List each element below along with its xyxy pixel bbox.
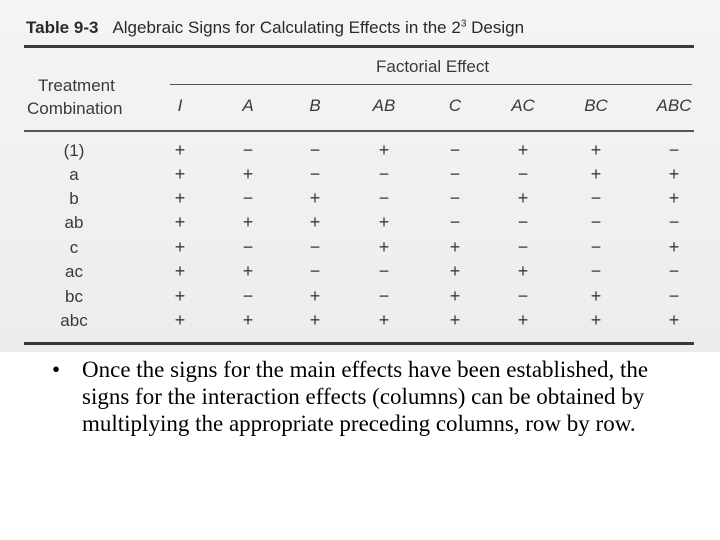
bottom-rule <box>24 342 694 345</box>
sign-cell: − <box>242 286 254 306</box>
sign-cell: − <box>668 286 680 306</box>
sign-cell: + <box>378 140 390 160</box>
column-header: A <box>242 96 254 115</box>
sign-cell: + <box>378 310 390 330</box>
sign-cell: + <box>590 140 602 160</box>
column-header: I <box>177 96 183 115</box>
sign-cell: + <box>378 212 390 232</box>
bullet-text: Once the signs for the main effects have been established, the signs for the interaction effects (columns) can be obtained by multiplying the appropriate preceding columns, row by row. <box>82 357 649 436</box>
sign-cell: + <box>517 261 529 281</box>
row-label: bc <box>65 287 83 306</box>
sign-cell: + <box>517 140 529 160</box>
sign-cell: − <box>378 286 390 306</box>
row-label: b <box>69 189 79 208</box>
sign-cell: − <box>590 212 602 232</box>
sign-cell: + <box>378 237 390 257</box>
sign-cell: + <box>309 286 321 306</box>
sign-cell: + <box>668 164 680 184</box>
sign-cell: + <box>174 140 186 160</box>
sign-cell: + <box>590 286 602 306</box>
sign-cell: + <box>242 212 254 232</box>
treatment-header-line2: Combination <box>27 99 123 118</box>
sign-cell: − <box>517 286 529 306</box>
sign-cell: − <box>668 212 680 232</box>
sign-cell: + <box>309 188 321 208</box>
column-header: C <box>448 96 462 115</box>
table-title <box>26 18 696 46</box>
column-header: AC <box>511 96 535 115</box>
bullet-marker: • <box>52 357 61 382</box>
sign-cell: + <box>590 310 602 330</box>
row-label: abc <box>60 311 88 330</box>
sign-cell: + <box>174 237 186 257</box>
sign-cell: − <box>378 261 390 281</box>
table-title-text: Algebraic Signs for Calculating Effects in the 2 <box>112 18 461 37</box>
sign-cell: + <box>174 310 186 330</box>
row-label: c <box>69 238 79 257</box>
sign-cell: − <box>590 261 602 281</box>
sign-cell: + <box>309 310 321 330</box>
sign-cell: + <box>449 237 461 257</box>
sign-cell: − <box>309 261 321 281</box>
column-header: B <box>309 96 321 115</box>
sign-cell: + <box>174 261 186 281</box>
sign-cell: − <box>242 237 254 257</box>
table-title-end: Design <box>466 18 525 37</box>
factorial-effect-header: Factorial Effect <box>376 57 490 76</box>
table-title-exponent: 3 <box>460 18 467 30</box>
sign-cell: + <box>449 286 461 306</box>
column-header: BC <box>584 96 608 115</box>
sign-cell: − <box>309 164 321 184</box>
sign-cell: + <box>449 310 461 330</box>
sign-cell: − <box>668 261 680 281</box>
sign-cell: − <box>517 237 529 257</box>
sign-cell: + <box>242 261 254 281</box>
sign-cell: − <box>449 188 461 208</box>
sign-cell: − <box>378 164 390 184</box>
sign-cell: + <box>590 164 602 184</box>
sign-cell: − <box>242 140 254 160</box>
sign-cell: + <box>449 261 461 281</box>
sign-cell: − <box>668 140 680 160</box>
sign-cell: − <box>378 188 390 208</box>
sign-cell: − <box>449 212 461 232</box>
table-number: Table 9-3 <box>26 18 99 37</box>
sign-cell: + <box>174 212 186 232</box>
column-header: AB <box>372 96 396 115</box>
sign-cell: + <box>242 310 254 330</box>
sign-cell: + <box>668 237 680 257</box>
header-rule <box>24 130 694 132</box>
factorial-effect-rule <box>170 84 692 85</box>
row-label: ab <box>64 213 84 232</box>
sign-cell: − <box>517 212 529 232</box>
row-label: ac <box>65 262 83 281</box>
treatment-header-line1: Treatment <box>38 76 115 95</box>
sign-cell: − <box>309 140 321 160</box>
sign-cell: − <box>309 237 321 257</box>
sign-cell: − <box>590 237 602 257</box>
sign-cell: + <box>174 286 186 306</box>
sign-cell: + <box>309 212 321 232</box>
sign-cell: + <box>174 188 186 208</box>
sign-cell: + <box>517 188 529 208</box>
row-label: a <box>69 165 79 184</box>
sign-cell: + <box>174 164 186 184</box>
sign-cell: + <box>668 310 680 330</box>
sign-cell: − <box>590 188 602 208</box>
sign-cell: + <box>517 310 529 330</box>
row-label: (1) <box>63 141 85 160</box>
column-header: ABC <box>656 96 692 115</box>
sign-cell: − <box>449 140 461 160</box>
bullet-point <box>52 356 652 437</box>
top-rule <box>24 45 694 48</box>
sign-cell: − <box>517 164 529 184</box>
sign-cell: − <box>449 164 461 184</box>
sign-cell: + <box>242 164 254 184</box>
sign-cell: − <box>242 188 254 208</box>
sign-cell: + <box>668 188 680 208</box>
